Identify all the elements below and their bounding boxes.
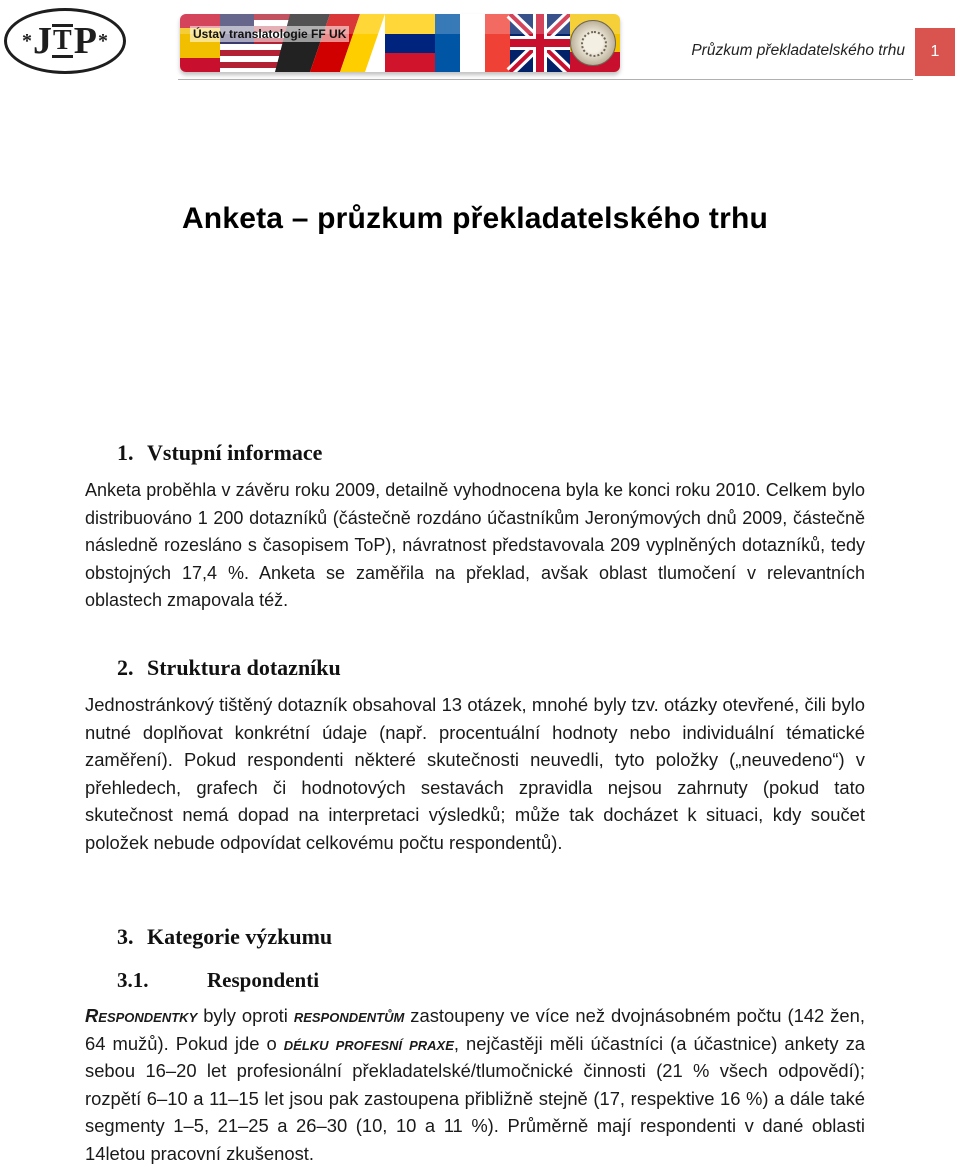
document-title: Anketa – průzkum překladatelského trhu — [181, 202, 769, 235]
subsection-title: Respondenti — [207, 968, 320, 992]
subsection-heading-3-1 — [117, 968, 319, 993]
subsection-3-1-paragraph — [85, 1002, 865, 1167]
term-respondentky: Respondentky — [85, 1005, 198, 1026]
flags-banner-image — [180, 14, 620, 72]
section-number: 3. — [117, 924, 134, 949]
header-divider — [178, 79, 913, 80]
section-2-paragraph: Jednostránkový tištěný dotazník obsahoval 13 otázek, mnohé byly tzv. otázky otevřené, čili bylo nutné doplňovat konkrétní údaje (např. procentuální hodnoty nebo individuální tématické zaměření). Pokud respondenti některé skutečnosti neuvedli, tyto položky („neuvedeno“) v přehledech, grafech či hodnotových sestavách zpravidla nejsou zahrnuty (pokud tato skutečnost nemá dopad na interpretaci výsledků; může tak docházet k situaci, kdy součet položek nebude odpovídat celkovému počtu respondentů). — [85, 694, 865, 853]
section-heading-1 — [117, 440, 322, 466]
flags-illustration — [180, 14, 620, 72]
subsection-number: 3.1. — [117, 968, 149, 992]
section-number: 2. — [117, 655, 134, 680]
university-seal-icon — [570, 20, 616, 66]
text-segment: byly oproti — [197, 1005, 294, 1026]
section-number: 1. — [117, 440, 134, 465]
section-title: Vstupní informace — [147, 440, 323, 465]
page-header — [0, 0, 960, 82]
text-segment: zastoupeny ve více než dvojnásobném počtu (142 žen, 64 mužů). Pokud jde o — [85, 1005, 866, 1054]
page-number-badge: 1 — [915, 28, 955, 76]
text-segment: , nejčastěji měli účastníci (a účastnice) ankety za sebou 16–20 let profesionální překladatelské/tlumočnické činnosti (21 % všech odpovědí); rozpětí 6–10 a 11–15 let jsou pak zastoupena přibližně stejně (17, respektive 16 %) a dále také segmenty 1–5, 21–25 a 26–30 (10, 10 a 11 %). Průměrně mají respondenti v dané oblasti 14letou pracovní zkušenost. — [85, 1032, 866, 1164]
term-delka-profesni-praxe: délku profesní praxe — [283, 1032, 454, 1054]
running-header-title: Průzkum překladatelského trhu — [691, 42, 905, 59]
banner-label: Ústav translatologie FF UK — [190, 26, 349, 42]
section-heading-3 — [117, 924, 332, 950]
section-heading-2 — [117, 655, 341, 681]
section-1-paragraph: Anketa proběhla v závěru roku 2009, detailně vyhodnocena byla ke konci roku 2010. Celkem bylo distribuováno 1 200 dotazníků (částečně rozdáno účastníkům Jeronýmových dnů 2009, částečně následně rozesláno s časopisem ToP), návratnost představovala 209 vyplněných dotazníků, tedy obstojných 17,4 %. Anketa se zaměřila na překlad, avšak oblast tlumočení v relevantních oblastech zmapovala též. — [85, 480, 865, 610]
section-title: Struktura dotazníku — [147, 655, 341, 680]
jtp-logo: * J T P * — [4, 8, 126, 74]
section-title: Kategorie výzkumu — [147, 924, 333, 949]
term-respondentum: respondentům — [293, 1005, 405, 1026]
